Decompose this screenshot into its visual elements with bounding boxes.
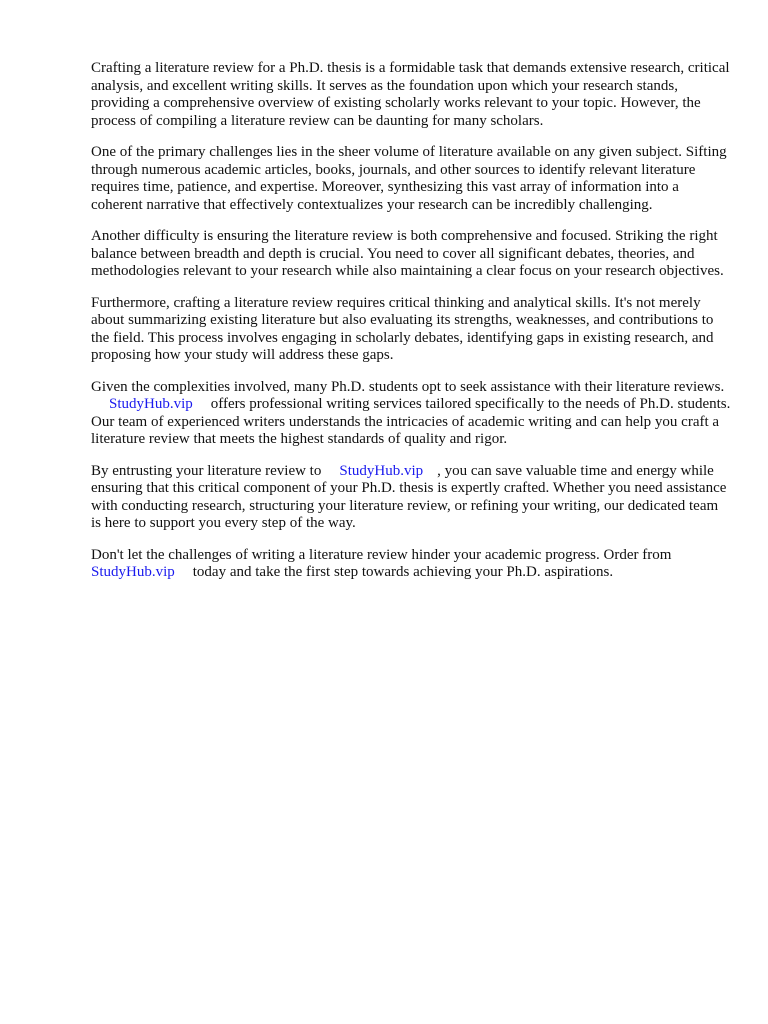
paragraph-critical-thinking: Furthermore, crafting a literature review requires critical thinking and analytical skills. It's not merely about summarizing existing literature but also evaluating its strengths, weaknesses, and contributions to the field. This process involves engaging in scholarly debates, identifying gaps in existing research, and proposing how your study will address these gaps. [91, 294, 714, 363]
paragraph-cta-text-2: today and take the first step towards achieving your Ph.D. aspirations. [192, 564, 614, 580]
paragraph-difficulty: Another difficulty is ensuring the literature review is both comprehensive and focused. Striking the right balance between breadth and depth is crucial. You need to cover all significant debates, theories, and methodologies relevant to your research while also maintaining a clear focus on your research objectives. [91, 228, 724, 279]
paragraph-intro: Crafting a literature review for a Ph.D. thesis is a formidable task that demands extensive research, critical analysis, and excellent writing skills. It serves as the foundation upon which your research stands, providing a comprehensive overview of existing scholarly works relevant to your topic. However, the process of compiling a literature review can be daunting for many scholars. [91, 60, 730, 129]
studyhub-link-2[interactable]: StudyHub.vip [339, 462, 424, 479]
paragraph-entrusting-text-1: By entrusting your literature review to [91, 462, 322, 479]
studyhub-link-3[interactable]: StudyHub.vip [91, 564, 175, 580]
paragraph-challenges: One of the primary challenges lies in the sheer volume of literature available on any given subject. Sifting through numerous academic articles, books, journals, and other sources to identify relevant literature requires time, patience, and expertise. Moreover, synthesizing this vast array of information into a coherent narrative that effectively contextualizes your research can be incredibly challenging. [91, 144, 727, 213]
paragraph-entrusting-text-2: , you can save valuable time and energy while ensuring that this critical component of your Ph.D. thesis is expertly crafted. Whether you need assistance with conducting research, structuring your literature review, or refining your writing, our dedicated team is here to support you every step of the way. [91, 462, 727, 531]
paragraph-call-to-action [91, 547, 731, 582]
paragraph-assistance [91, 379, 731, 449]
paragraph-assistance-text-2: offers professional writing services tailored specifically to the needs of Ph.D. students. Our team of experienced writers understands the intricacies of academic writing and can help you craft a literature review that meets the highest standards of quality and rigor. [91, 396, 731, 447]
document-body [91, 60, 731, 596]
paragraph-entrusting [91, 463, 731, 533]
paragraph-cta-text-1: Don't let the challenges of writing a literature review hinder your academic progress. Order from [91, 546, 672, 563]
studyhub-link-1[interactable]: StudyHub.vip [109, 396, 193, 412]
paragraph-assistance-text-1: Given the complexities involved, many Ph.D. students opt to seek assistance with their literature reviews. [91, 378, 725, 395]
